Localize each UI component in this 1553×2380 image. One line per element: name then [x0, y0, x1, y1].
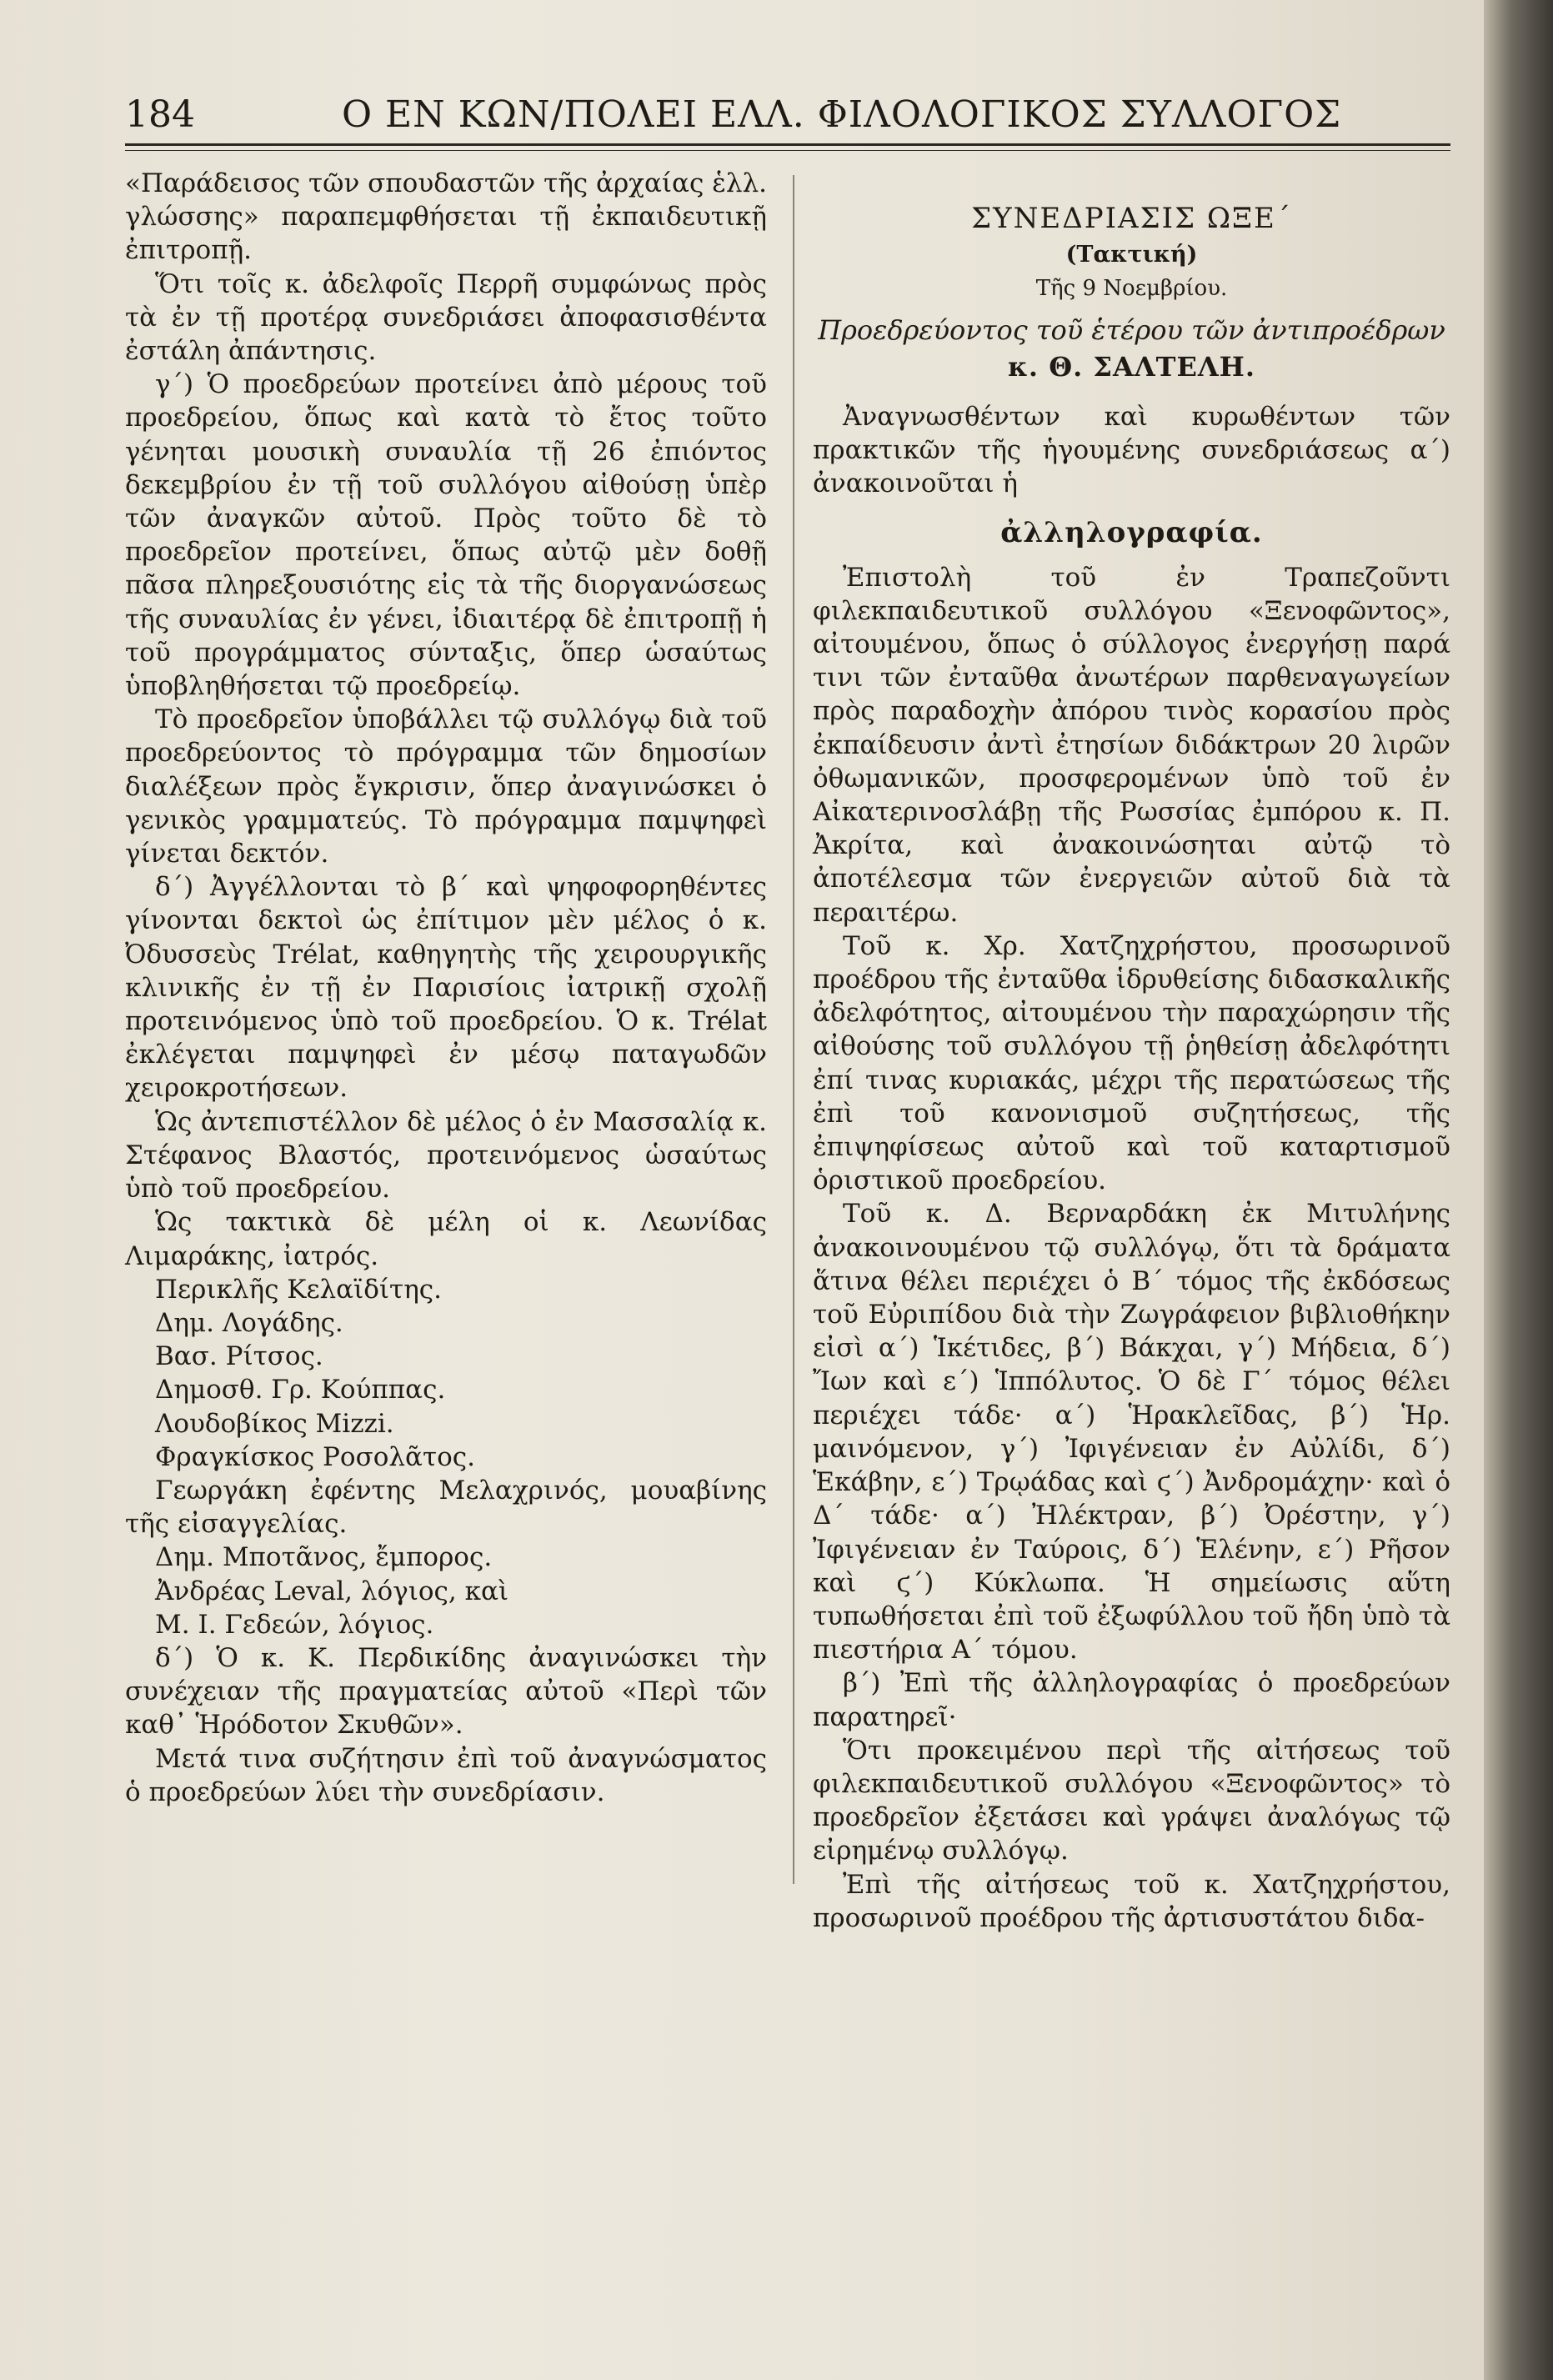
- paragraph: Τὸ προεδρεῖον ὑποβάλλει τῷ συλλόγῳ διὰ τοῦ προεδρεύοντος τὸ πρόγραμμα τῶν δημοσίων διαλέξεων πρὸς ἔγκρισιν, ὅπερ ἀναγινώσκει ὁ γενικὸς γραμματεύς. Τὸ πρόγραμμα παμψηφεὶ γίνεται δεκτόν.: [125, 704, 767, 869]
- paragraph: δ΄) Ἀγγέλλονται τὸ β΄ καὶ ψηφοφορηθέντες γίνονται δεκτοὶ ὡς ἐπίτιμον μὲν μέλος ὁ κ. Ὀδυσσεὺς Trélat, καθηγητὴς τῆς χειρουργικῆς κλινικῆς ἐν τῇ ἐν Παρισίοις ἰατρικῇ σχολῇ προτεινόμενος ὑπὸ τοῦ προεδρείου. Ὁ κ. Trélat ἐκλέγεται παμψηφεὶ ἐν μέσῳ παταγωδῶν χειροκροτήσεων.: [125, 872, 767, 1104]
- paragraph: γ΄) Ὁ προεδρεύων προτείνει ἀπὸ μέρους τοῦ προεδρείου, ὅπως καὶ κατὰ τὸ ἔτος τοῦτο γένηται μουσικὴ συναυλία τῇ 26 ἐπιόντος δεκεμβρίου ἐν τῇ τοῦ συλλόγου αἰθούσῃ ὑπὲρ τῶν ἀναγκῶν αὐτοῦ. Πρὸς τοῦτο δὲ τὸ προεδρεῖον προτείνει, ὅπως αὐτῷ μὲν δοθῇ πᾶσα πληρεξουσιότης εἰς τὰ τῆς διοργανώσεως τῆς συναυλίας ἐν γένει, ἰδιαιτέρᾳ δὲ ἐπιτροπῇ ἡ τοῦ προγράμματος σύνταξις, ὅπερ ὡσαύτως ὑποβληθήσεται τῷ προεδρείῳ.: [125, 369, 767, 702]
- spacer: [813, 385, 1450, 400]
- paragraph: β΄) Ἐπὶ τῆς ἀλληλογραφίας ὁ προεδρεύων παρατηρεῖ·: [813, 1668, 1450, 1732]
- page-number: 184: [125, 93, 195, 136]
- member-name: Βασ. Ρίτσος.: [155, 1341, 323, 1372]
- right-column: [813, 167, 1450, 1935]
- left-column: [125, 167, 767, 1809]
- presiding-line: Προεδρεύοντος τοῦ ἑτέρου τῶν ἀντιπροέδρων: [818, 314, 1445, 346]
- running-title: Ο ΕΝ ΚΩΝ/ΠΟΛΕΙ ΕΛΛ. ΦΙΛΟΛΟΓΙΚΟΣ ΣΥΛΛΟΓΟΣ: [342, 93, 1342, 136]
- book-binding-edge: [1484, 0, 1553, 2380]
- member-name: Φραγκίσκος Ροσολᾶτος.: [155, 1441, 476, 1472]
- page-header: [125, 90, 1450, 140]
- paragraph: Ὅτι προκειμένου περὶ τῆς αἰτήσεως τοῦ φιλεκπαιδευτικοῦ συλλόγου «Ξενοφῶντος» τὸ προεδρεῖον ἐξετάσει καὶ γράψει ἀναλόγως τῷ εἰρημένῳ συλλόγῳ.: [813, 1735, 1450, 1866]
- paragraph: δ΄) Ὁ κ. Κ. Περδικίδης ἀναγινώσκει τὴν συνέχειαν τῆς πραγματείας αὐτοῦ «Περὶ τῶν καθ᾽ Ἡρόδοτον Σκυθῶν».: [125, 1642, 767, 1741]
- column-divider: [793, 175, 794, 1884]
- session-title: ΣΥΝΕΔΡΙΑΣΙΣ ΩΞΕ΄: [971, 202, 1292, 235]
- paragraph: Ὡς τακτικὰ δὲ μέλη οἱ κ. Λεωνίδας Λιμαράκης, ἰατρός.: [125, 1207, 767, 1271]
- paragraph: Τοῦ κ. Δ. Βερναρδάκη ἐκ Μιτυλήνης ἀνακοινουμένου τῷ συλλόγῳ, ὅτι τὰ δράματα ἅτινα θέλει περιέχει ὁ Β΄ τόμος τῆς ἐκδόσεως τοῦ Εὐριπίδου διὰ τὴν Ζωγράφειον βιβλιοθήκην εἰσὶ α΄) Ἱκέτιδες, β΄) Βάκχαι, γ΄) Μήδεια, δ΄) Ἴων καὶ ε΄) Ἱππόλυτος. Ὁ δὲ Γ΄ τόμος θέλει περιέχει τάδε· α΄) Ἡρακλεῖδας, β΄) Ἡρ. μαινόμενον, γ΄) Ἰφιγένειαν ἐν Αὐλίδι, δ΄) Ἑκάβην, ε΄) Τρῳάδας καὶ ϛ΄) Ἀνδρομάχην· καὶ ὁ Δ΄ τάδε· α΄) Ἠλέκτραν, β΄) Ὀρέστην, γ΄) Ἰφιγένειαν ἐν Ταύροις, δ΄) Ἑλένην, ε΄) Ρῆσον καὶ ϛ΄) Κύκλωπα. Ἡ σημείωσις αὕτη τυπωθήσεται ἐπὶ τοῦ ἐξωφύλλου τοῦ ἤδη ὑπὸ τὰ πιεστήρια Α΄ τόμου.: [813, 1199, 1450, 1666]
- member-name: Περικλῆς Κελαϊδίτης.: [155, 1274, 442, 1305]
- paragraph: «Παράδεισος τῶν σπουδαστῶν τῆς ἀρχαίας ἑλλ. γλώσσης» παραπεμφθήσεται τῇ ἐκπαιδευτικῇ ἐπιτροπῇ.: [125, 168, 767, 266]
- member-name: Λουδοβίκος Mizzi.: [155, 1408, 394, 1439]
- member-name: Δημ. Μποτᾶνος, ἔμπορος.: [155, 1542, 493, 1573]
- header-rule-thick: [125, 143, 1450, 146]
- paragraph: Μετά τινα συζήτησιν ἐπὶ τοῦ ἀναγνώσματος ὁ προεδρεύων λύει τὴν συνεδρίασιν.: [125, 1743, 767, 1807]
- member-name: Δημ. Λογάδης.: [155, 1307, 343, 1338]
- session-type: (Τακτική): [1065, 242, 1198, 268]
- paragraph: Ἐπὶ τῆς αἰτήσεως τοῦ κ. Χατζηχρήστου, προσωρινοῦ προέδρου τῆς ἀρτισυστάτου διδα-: [813, 1869, 1450, 1933]
- header-rule-thin: [125, 150, 1450, 151]
- member-name: Ἀνδρέας Leval, λόγιος, καὶ: [155, 1576, 509, 1606]
- paragraph: Ἐπιστολὴ τοῦ ἐν Τραπεζοῦντι φιλεκπαιδευτικοῦ συλλόγου «Ξενοφῶντος», αἰτουμένου, ὅπως ὁ σύλλογος ἐνεργήσῃ παρά τινι τῶν ἐνταῦθα ἀνωτέρων παρθεναγωγείων πρὸς παραδοχὴν ἀπόρου τινὸς κορασίου πρὸς ἐκπαίδευσιν ἀντὶ ἐτησίων διδάκτρων 20 λιρῶν ὀθωμανικῶν, προσφερομένων ὑπὸ τοῦ ἐν Αἰκατερινοσλάβῃ τῆς Ρωσσίας ἐμπόρου κ. Π. Ἀκρίτα, καὶ ἀνακοινώσηται αὐτῷ τὸ ἀποτέλεσμα τῶν ἐνεργειῶν αὐτοῦ διὰ τὰ περαιτέρω.: [813, 562, 1450, 928]
- paragraph: Γεωργάκη ἐφέντης Μελαχρινός, μουαβίνης τῆς εἰσαγγελίας.: [125, 1475, 767, 1540]
- member-name: Δημοσθ. Γρ. Κούππας.: [155, 1375, 446, 1405]
- section-heading: ἀλληλογραφία.: [1000, 515, 1263, 549]
- paragraph: Τοῦ κ. Χρ. Χατζηχρήστου, προσωρινοῦ προέδρου τῆς ἐνταῦθα ἱδρυθείσης διδασκαλικῆς ἀδελφότητος, αἰτουμένου τὴν παραχώρησιν τῆς αἰθούσης τοῦ συλλόγου τῇ ῥηθείσῃ ἀδελφότητι ἐπί τινας κυριακάς, μέχρι τῆς περατώσεως τῆς ἐπὶ τοῦ κανονισμοῦ συζητήσεως, τῆς ἐπιψηφίσεως αὐτοῦ καὶ τοῦ καταρτισμοῦ ὁριστικοῦ προεδρείου.: [813, 930, 1450, 1196]
- session-date: Τῆς 9 Νοεμβρίου.: [1035, 276, 1228, 301]
- paragraph: Ἀναγνωσθέντων καὶ κυρωθέντων τῶν πρακτικῶν τῆς ἡγουμένης συνεδριάσεως α΄) ἀνακοινοῦται ἡ: [813, 402, 1450, 499]
- presiding-name: κ. Θ. ΣΑΛΤΕΛΗ.: [1007, 351, 1256, 383]
- paragraph: Ὅτι τοῖς κ. ἀδελφοῖς Περρῆ συμφώνως πρὸς τὰ ἐν τῇ προτέρᾳ συνεδριάσει ἀποφασισθέντα ἐστάλη ἀπάντησις.: [125, 268, 767, 367]
- paragraph: Ὡς ἀντεπιστέλλον δὲ μέλος ὁ ἐν Μασσαλίᾳ κ. Στέφανος Βλαστός, προτεινόμενος ὡσαύτως ὑπὸ τοῦ προεδρείου.: [125, 1106, 767, 1205]
- member-name: Μ. Ι. Γεδεών, λόγιος.: [155, 1609, 434, 1640]
